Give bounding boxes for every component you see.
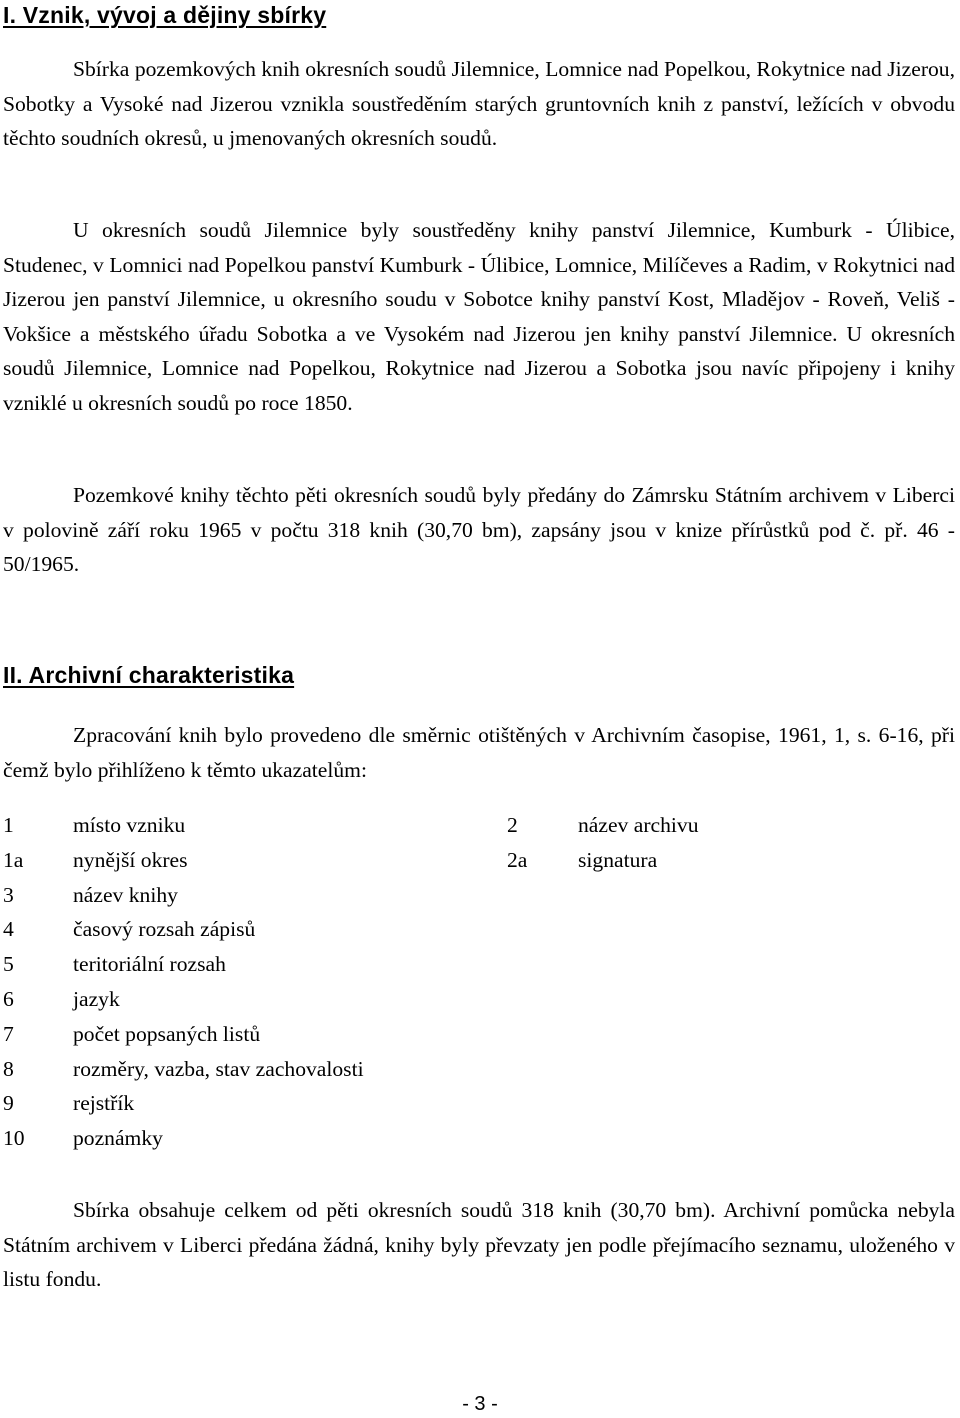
indicator-number: 7 xyxy=(3,1021,14,1046)
indicator-number: 2 xyxy=(507,813,518,837)
indicator-number: 10 xyxy=(3,1126,25,1151)
list-item xyxy=(3,947,763,982)
list-item xyxy=(3,878,763,913)
list-item xyxy=(3,1086,763,1121)
indicator-label: jazyk xyxy=(73,986,120,1011)
list-item xyxy=(3,808,763,843)
indicator-label: časový rozsah zápisů xyxy=(73,917,256,942)
indicator-label: počet popsaných listů xyxy=(73,1021,261,1046)
paragraph-sbirka-vznik: Sbírka pozemkových knih okresních soudů Jilemnice, Lomnice nad Popelkou, Rokytnice nad Jizerou, Sobotky a Vysoké nad Jizerou vznikla soustředěním starých gruntovních knih z panství, ležících v obvodu těchto soudních okresů, u jmenovaných okresních soudů. xyxy=(3,57,955,151)
list-item xyxy=(3,1052,763,1087)
indicator-label: rozměry, vazba, stav zachovalosti xyxy=(73,1056,364,1081)
page-number xyxy=(0,1393,960,1416)
indicator-list xyxy=(3,808,763,1156)
list-item xyxy=(3,1017,763,1052)
indicator-label: místo vzniku xyxy=(73,813,186,837)
indicator-number: 1 xyxy=(3,813,14,837)
indicator-label: teritoriální rozsah xyxy=(73,952,226,977)
indicator-label: poznámky xyxy=(73,1126,163,1151)
indicator-label: signatura xyxy=(578,847,658,872)
list-item xyxy=(3,912,763,947)
indicator-label: název knihy xyxy=(73,882,178,907)
indicator-number: 6 xyxy=(3,986,14,1011)
indicator-label: nynější okres xyxy=(73,847,188,872)
paragraph-predani: Pozemkové knihy těchto pěti okresních soudů byly předány do Zámrsku Státním archivem v Liberci v polovině září roku 1965 v počtu 318 knih (30,70 bm), zapsány jsou v knize přírůstků pod č. př. 46 - 50/1965. xyxy=(3,483,955,577)
indicator-number: 3 xyxy=(3,882,14,907)
list-item xyxy=(3,843,763,878)
page-number-text: - 3 - xyxy=(462,1393,498,1415)
indicator-label: název archivu xyxy=(578,813,699,837)
indicator-number: 5 xyxy=(3,952,14,977)
indicator-number: 2a xyxy=(507,847,528,872)
section-heading-charakteristika: II. Archivní charakteristika xyxy=(3,662,295,688)
list-item xyxy=(3,982,763,1017)
indicator-number: 4 xyxy=(3,917,14,942)
section-heading-vznik: I. Vznik, vývoj a dějiny sbírky xyxy=(3,2,327,28)
indicator-number: 1a xyxy=(3,847,24,872)
indicator-number: 9 xyxy=(3,1091,14,1116)
paragraph-okresni-soudy: U okresních soudů Jilemnice byly soustředěny knihy panství Jilemnice, Kumburk - Úlibice, Studenec, v Lomnici nad Popelkou panství Kumburk - Úlibice, Lomnice, Milíčeves a Radim, v Rokytnici nad Jizerou jen panství Jilemnice, u okresního soudu v Sobotce knihy panství Kost, Mladějov - Roveň, Veliš - Vokšice a městského úřadu Sobotka a ve Vysokém nad Jizerou jen knihy panství Jilemnice. U okresních soudů Jilemnice, Lomnice nad Popelkou, Rokytnice nad Jizerou a Sobotka jsou navíc připojeny i knihy vzniklé u okresních soudů po roce 1850. xyxy=(3,218,955,415)
indicator-label: rejstřík xyxy=(73,1091,135,1116)
paragraph-obsah-sbirky: Sbírka obsahuje celkem od pěti okresních soudů 318 knih (30,70 bm). Archivní pomůcka nebyla Státním archivem v Liberci předána žádná, knihy byly převzaty jen podle přejímacího seznamu, uloženého v listu fondu. xyxy=(3,1198,955,1292)
list-item xyxy=(3,1121,763,1156)
paragraph-zpracovani: Zpracování knih bylo provedeno dle směrnic otištěných v Archivním časopise, 1961, 1, s. 6-16, při čemž bylo přihlíženo k těmto ukazatelům: xyxy=(3,723,955,782)
indicator-number: 8 xyxy=(3,1056,14,1081)
